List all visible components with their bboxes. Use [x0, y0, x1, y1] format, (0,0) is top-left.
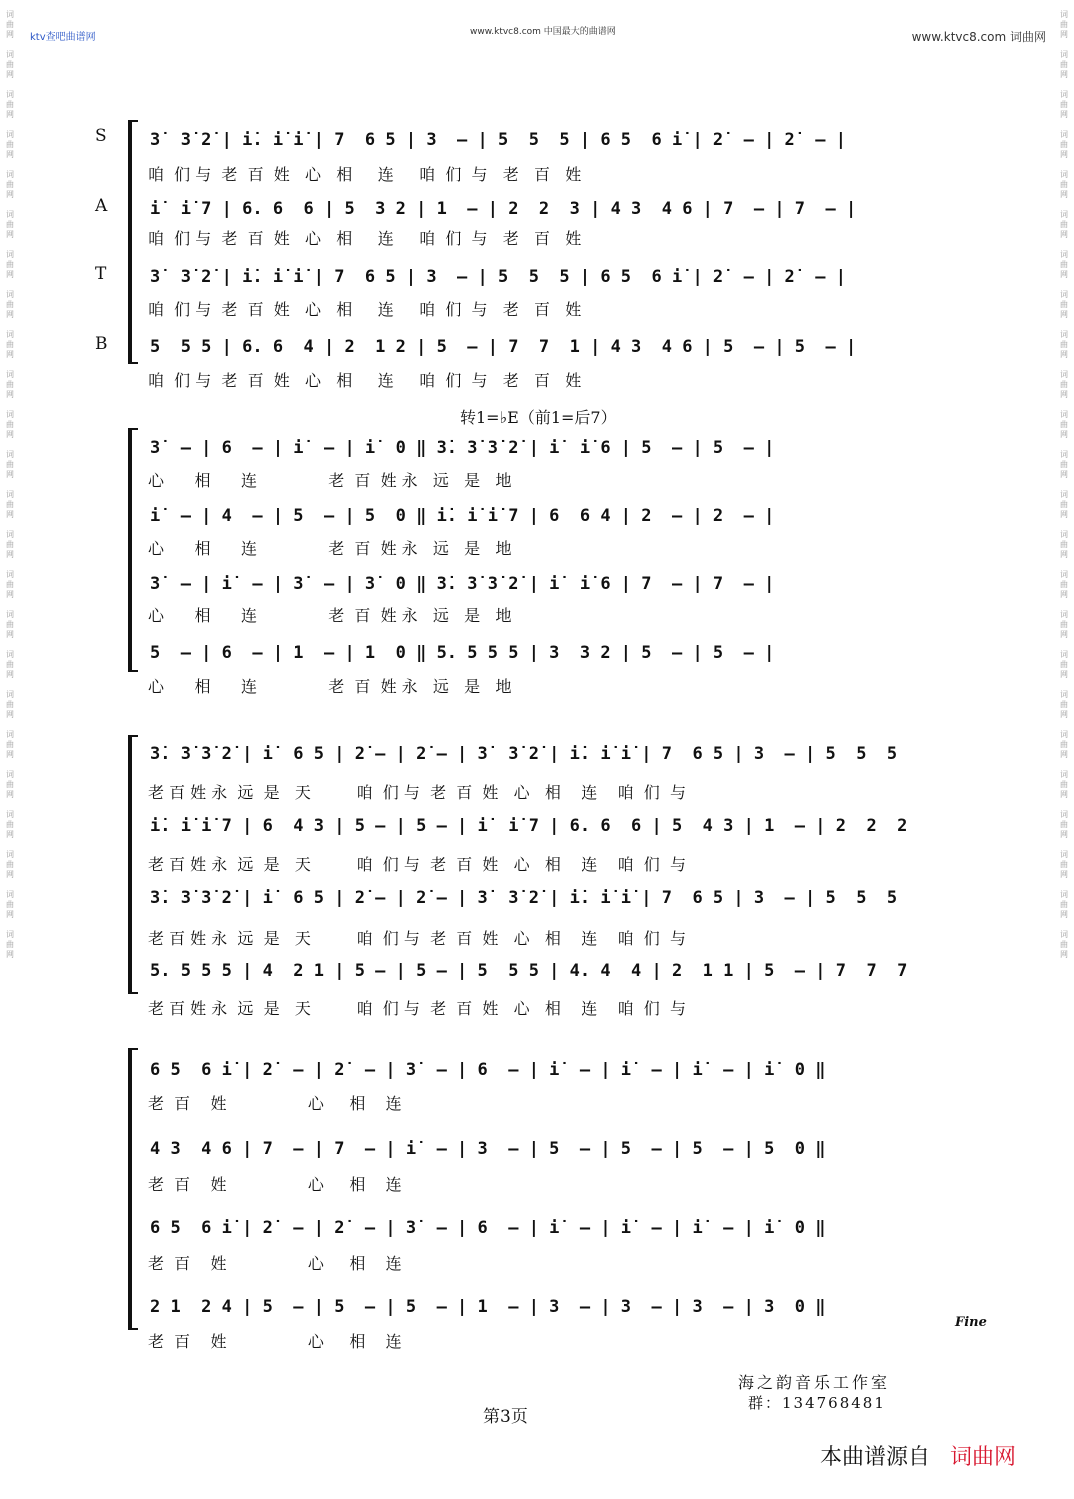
notation-row: 3̇. 3̇ 3̇ 2̇ | i̇ 6 5 | 2̇ – | 2̇ – | 3̇ 3̇ 2̇ | i̇. i̇ i̇ | 7 6 5 | 3 – | 5 5 5: [150, 744, 898, 764]
lyrics-row: 咱 们 与 老 百 姓 心 相 连 咱 们 与 老 百 姓: [148, 165, 582, 184]
header-center-text: www.ktvc8.com 中国最大的曲谱网: [470, 27, 616, 37]
header-left-link[interactable]: ktv查吧曲谱网: [30, 32, 96, 43]
voice-label-b: B: [95, 334, 108, 354]
lyrics-row: 老 百 姓 心 相 连: [148, 1094, 402, 1113]
lyrics-row: 老 百 姓 永 远 是 天 咱 们 与 老 百 姓 心 相 连 咱 们 与: [148, 999, 686, 1018]
lyrics-row: 咱 们 与 老 百 姓 心 相 连 咱 们 与 老 百 姓: [148, 300, 582, 319]
lyrics-row: 老 百 姓 心 相 连: [148, 1175, 402, 1194]
notation-row: 5 5 5 | 6. 6 4 | 2 1 2 | 5 – | 7 7 1 | 4 3 4 6 | 5 – | 5 – |: [150, 337, 857, 357]
lyrics-row: 心 相 连 老 百 姓 永 远 是 地: [148, 539, 512, 558]
voice-label-s: S: [95, 126, 107, 146]
notation-row: 6 5 6 i̇ | 2̇ – | 2̇ – | 3̇ – | 6 – | i̇ – | i̇ – | i̇ – | i̇ 0 ‖: [150, 1060, 826, 1080]
key-change-marking: 转1=♭E（前1=后7）: [460, 408, 617, 427]
notation-row: i̇. i̇ i̇ 7 | 6 4 3 | 5 – | 5 – | i̇ i̇ 7 | 6. 6 6 | 5 4 3 | 1 – | 2 2 2: [150, 816, 908, 836]
lyrics-row: 老 百 姓 心 相 连: [148, 1254, 402, 1273]
lyrics-row: 心 相 连 老 百 姓 永 远 是 地: [148, 471, 512, 490]
lyrics-row: 老 百 姓 永 远 是 天 咱 们 与 老 百 姓 心 相 连 咱 们 与: [148, 929, 686, 948]
studio-credit: 海之韵音乐工作室: [738, 1373, 891, 1392]
voice-label-a: A: [95, 196, 108, 216]
source-credit: [820, 1440, 1016, 1471]
source-site-link[interactable]: 词曲网: [950, 1445, 1017, 1470]
system-bracket: [128, 1048, 138, 1330]
system-bracket: [128, 735, 138, 994]
source-label: 本曲谱源自: [820, 1445, 931, 1470]
notation-row: 3̇. 3̇ 3̇ 2̇ | i̇ 6 5 | 2̇ – | 2̇ – | 3̇ 3̇ 2̇ | i̇. i̇ i̇ | 7 6 5 | 3 – | 5 5 5: [150, 888, 898, 908]
fine-marking: Fine: [955, 1315, 987, 1330]
lyrics-row: 心 相 连 老 百 姓 永 远 是 地: [148, 677, 512, 696]
lyrics-row: 心 相 连 老 百 姓 永 远 是 地: [148, 606, 512, 625]
group-number: 群：134768481: [748, 1394, 886, 1412]
header-right-link[interactable]: www.ktvc8.com 词曲网: [911, 30, 1046, 44]
lyrics-row: 咱 们 与 老 百 姓 心 相 连 咱 们 与 老 百 姓: [148, 229, 582, 248]
voice-label-t: T: [95, 264, 107, 284]
watermark-right: 词 曲 网 词 曲 网 词 曲 网 词 曲 网 词 曲 网 词 曲 网 词 曲 网 词 曲 网 词 曲 网 词 曲 网 词 曲 网 词 曲 网 词 曲 网 词 曲 网 词 曲 网 词 曲 网 词 曲 网 词 曲 网 词 曲 网 词 曲 网 词 曲 网 词 曲 网 词 曲 网 词 曲 网: [1060, 10, 1068, 959]
lyrics-row: 老 百 姓 永 远 是 天 咱 们 与 老 百 姓 心 相 连 咱 们 与: [148, 783, 686, 802]
system-bracket: [128, 120, 138, 364]
notation-row: i̇ i̇ 7 | 6. 6 6 | 5 3 2 | 1 – | 2 2 3 | 4 3 4 6 | 7 – | 7 – |: [150, 199, 857, 219]
notation-row: 3̇ 3̇ 2̇ | i̇. i̇ i̇ | 7 6 5 | 3 – | 5 5 5 | 6 5 6 i̇ | 2̇ – | 2̇ – |: [150, 130, 846, 150]
notation-row: 2 1 2 4 | 5 – | 5 – | 5 – | 1 – | 3 – | 3 – | 3 – | 3 0 ‖: [150, 1297, 826, 1317]
lyrics-row: 老 百 姓 心 相 连: [148, 1332, 402, 1351]
watermark-left: 词 曲 网 词 曲 网 词 曲 网 词 曲 网 词 曲 网 词 曲 网 词 曲 网 词 曲 网 词 曲 网 词 曲 网 词 曲 网 词 曲 网 词 曲 网 词 曲 网 词 曲 网 词 曲 网 词 曲 网 词 曲 网 词 曲 网 词 曲 网 词 曲 网 词 曲 网 词 曲 网 词 曲 网: [6, 10, 14, 959]
notation-row: 3̇ 3̇ 2̇ | i̇. i̇ i̇ | 7 6 5 | 3 – | 5 5 5 | 6 5 6 i̇ | 2̇ – | 2̇ – |: [150, 267, 846, 287]
notation-row: 3̇ – | 6 – | i̇ – | i̇ 0 ‖ 3̇. 3̇ 3̇ 2̇ | i̇ i̇ 6 | 5 – | 5 – |: [150, 438, 775, 458]
notation-row: 4 3 4 6 | 7 – | 7 – | i̇ – | 3 – | 5 – | 5 – | 5 – | 5 0 ‖: [150, 1139, 826, 1159]
lyrics-row: 老 百 姓 永 远 是 天 咱 们 与 老 百 姓 心 相 连 咱 们 与: [148, 855, 686, 874]
notation-row: 5. 5 5 5 | 4 2 1 | 5 – | 5 – | 5 5 5 | 4. 4 4 | 2 1 1 | 5 – | 7 7 7: [150, 961, 908, 981]
lyrics-row: 咱 们 与 老 百 姓 心 相 连 咱 们 与 老 百 姓: [148, 371, 582, 390]
notation-row: 3̇ – | i̇ – | 3̇ – | 3̇ 0 ‖ 3̇. 3̇ 3̇ 2̇ | i̇ i̇ 6 | 7 – | 7 – |: [150, 574, 775, 594]
notation-row: i̇ – | 4 – | 5 – | 5 0 ‖ i̇. i̇ i̇ 7 | 6 6 4 | 2 – | 2 – |: [150, 506, 775, 526]
page-number: 第3页: [483, 1407, 528, 1427]
system-bracket: [128, 428, 138, 672]
notation-row: 5 – | 6 – | 1 – | 1 0 ‖ 5. 5 5 5 | 3 3 2 | 5 – | 5 – |: [150, 643, 775, 663]
notation-row: 6 5 6 i̇ | 2̇ – | 2̇ – | 3̇ – | 6 – | i̇ – | i̇ – | i̇ – | i̇ 0 ‖: [150, 1218, 826, 1238]
